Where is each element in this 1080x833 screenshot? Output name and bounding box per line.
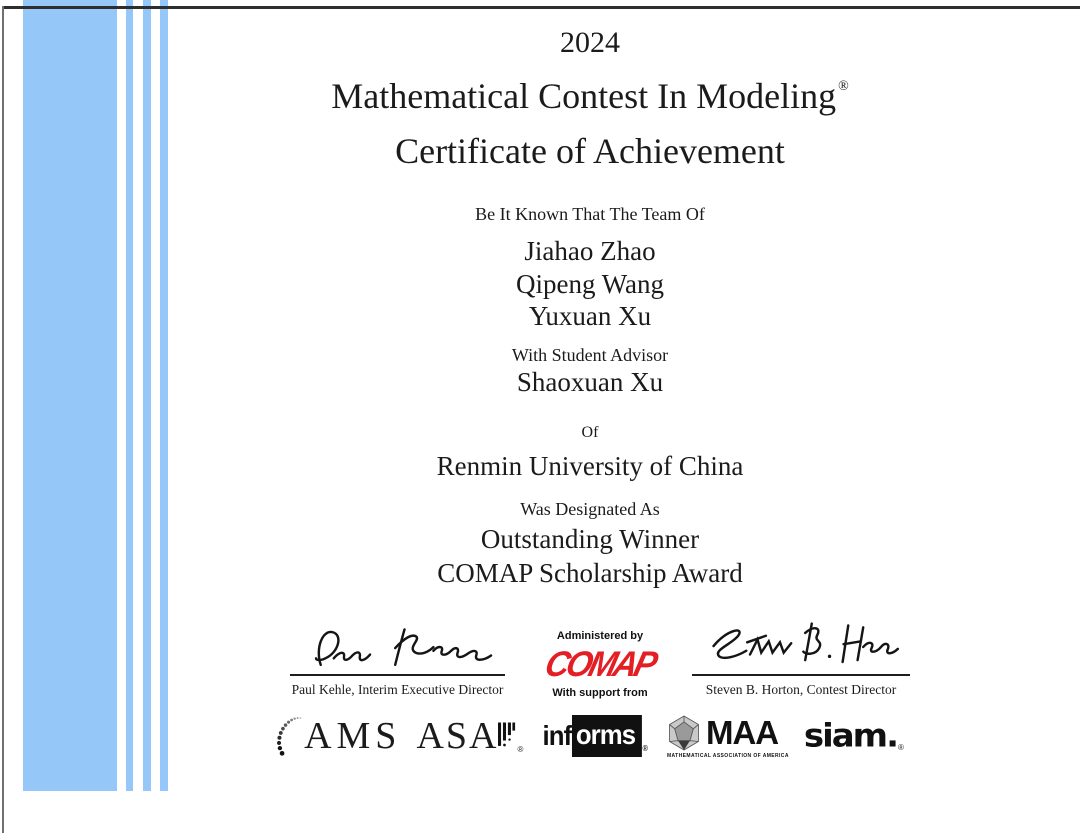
award-subtitle: COMAP Scholarship Award xyxy=(437,558,743,588)
stripe-thin-2 xyxy=(143,0,151,791)
informs-logo xyxy=(543,715,648,757)
asa-bars-icon xyxy=(498,720,516,752)
award-title: Outstanding Winner xyxy=(480,524,700,554)
year: 2024 xyxy=(560,26,620,59)
institution-name: Renmin University of China xyxy=(436,451,744,481)
steven-horton-signature xyxy=(696,618,906,676)
comap-logo: COMAP xyxy=(541,643,660,684)
administered-by-block xyxy=(535,630,665,699)
contest-title-text: Mathematical Contest In Modeling xyxy=(331,76,837,116)
paul-kehle-signature xyxy=(298,622,498,676)
support-label: With support from xyxy=(552,687,648,699)
administered-by-label: Administered by xyxy=(556,630,644,642)
certificate-title: Certificate of Achievement xyxy=(395,131,785,171)
page-border-left xyxy=(2,6,4,833)
team-names xyxy=(175,235,1005,333)
page-border-top xyxy=(3,6,1080,9)
informs-label-box xyxy=(573,715,642,757)
signature-block-left xyxy=(290,622,505,698)
signature-block-right xyxy=(692,618,910,698)
designated-label: Was Designated As xyxy=(520,499,660,519)
siam-logo xyxy=(804,716,904,756)
maa-caption: MATHEMATICAL ASSOCIATION OF AMERICA xyxy=(666,752,789,759)
contest-title xyxy=(175,76,1005,117)
stripe-thin-1 xyxy=(126,0,133,791)
asa-registered-mark: ® xyxy=(517,745,524,754)
stripe-thin-3 xyxy=(160,0,168,791)
signature-title-right: Steven B. Horton, Contest Director xyxy=(705,682,897,697)
ams-dots-icon xyxy=(276,715,302,757)
informs-registered-mark: ® xyxy=(642,744,648,753)
advisor-name: Shaoxuan Xu xyxy=(516,367,664,397)
signature-title-left: Paul Kehle, Interim Executive Director xyxy=(291,682,504,697)
ams-label: AMS xyxy=(304,715,402,757)
intro-label: Be It Known That The Team Of xyxy=(475,204,705,224)
registered-mark: ® xyxy=(838,79,849,94)
decorative-stripes xyxy=(0,0,180,791)
stripe-wide xyxy=(23,0,117,791)
siam-label: siam. xyxy=(803,717,898,755)
signature-line-right xyxy=(692,674,910,676)
siam-registered-mark: ® xyxy=(898,743,904,752)
asa-label: ASA xyxy=(416,715,499,757)
maa-icosahedron-icon xyxy=(667,715,701,751)
advisor-label: With Student Advisor xyxy=(511,345,669,365)
signature-line-left xyxy=(290,674,505,676)
of-label: Of xyxy=(581,424,599,441)
ams-logo xyxy=(276,714,401,758)
team-member-2: Qipeng Wang xyxy=(515,268,665,299)
asa-logo xyxy=(416,714,523,758)
team-member-1: Jiahao Zhao xyxy=(524,236,656,266)
maa-logo xyxy=(667,714,789,759)
maa-label: MAA xyxy=(705,713,779,751)
informs-label-right: orms xyxy=(576,719,636,750)
team-member-3: Yuxuan Xu xyxy=(528,301,652,331)
sponsor-logos xyxy=(175,708,1005,764)
informs-label-left: inf xyxy=(542,720,572,751)
